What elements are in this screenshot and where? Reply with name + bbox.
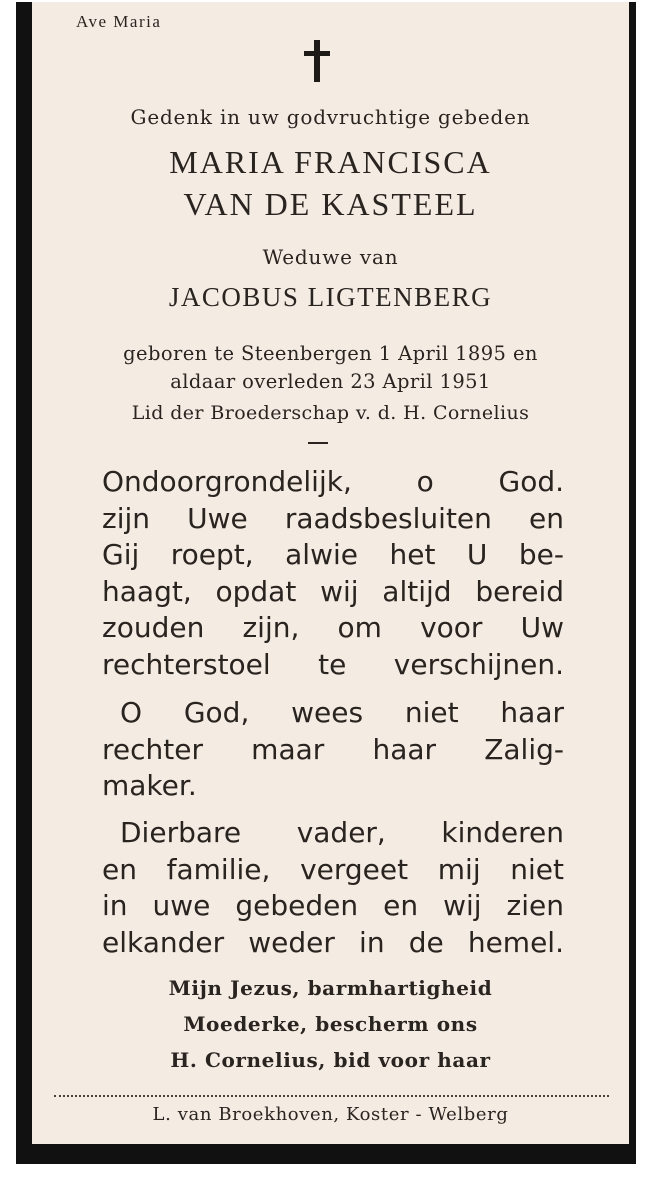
prayer-line: zijn Uwe raadsbesluiten en: [102, 501, 564, 535]
cross-vertical-bar: [314, 40, 320, 82]
intro-text: Gedenk in uw godvruchtige gebeden: [130, 105, 531, 129]
deceased-name-line1: MARIA FRANCISCA: [169, 144, 492, 180]
invocation-jesus: Mijn Jezus, barmhartigheid: [168, 976, 493, 1000]
membership-line: Lid der Broederschap v. d. H. Cornelius: [131, 402, 530, 424]
cross-icon: [302, 40, 332, 82]
prayer-paragraph-2: [102, 695, 564, 805]
birth-line: geboren te Steenbergen 1 April 1895 en: [123, 342, 538, 365]
husband-name: JACOBUS LIGTENBERG: [168, 282, 493, 312]
prayer-line: O God, wees niet haar: [120, 696, 564, 729]
prayer-line: Dierbare vader, kinderen: [120, 816, 564, 849]
invocation-cornelius: H. Cornelius, bid voor haar: [170, 1048, 491, 1072]
prayer-line: haagt, opdat wij altijd bereid: [102, 574, 564, 608]
cross-horizontal-bar: [304, 51, 330, 56]
prayer-line: zouden zijn, om voor Uw: [102, 611, 564, 644]
death-line: aldaar overleden 23 April 1951: [170, 370, 491, 393]
prayer-line: en familie, vergeet mij niet: [102, 852, 564, 886]
ave-maria-heading: Ave Maria: [76, 12, 162, 31]
prayer-line: Gij roept, alwie het U be-: [102, 538, 564, 571]
dotted-divider: [54, 1095, 609, 1097]
prayer-line: rechter maar haar Zalig-: [102, 732, 564, 766]
widow-of-text: Weduwe van: [262, 245, 399, 269]
prayer-paragraph-1: [102, 464, 564, 683]
printer-credit: L. van Broekhoven, Koster - Welberg: [152, 1104, 509, 1125]
prayer-line: maker.: [102, 769, 197, 802]
prayer-line: elkander weder in de hemel.: [102, 925, 564, 959]
prayer-line: in uwe gebeden en wij zien: [102, 889, 564, 922]
prayer-line: Ondoorgrondelijk, o God.: [102, 465, 564, 498]
deceased-name-line2: VAN DE KASTEEL: [183, 186, 478, 222]
memorial-card-border: [16, 2, 636, 1164]
separator-dash: [308, 442, 328, 444]
invocation-mother: Moederke, bescherm ons: [183, 1012, 478, 1036]
memorial-card: [32, 2, 629, 1144]
prayer-line: rechterstoel te verschijnen.: [102, 647, 564, 681]
prayer-paragraph-3: [102, 815, 564, 961]
